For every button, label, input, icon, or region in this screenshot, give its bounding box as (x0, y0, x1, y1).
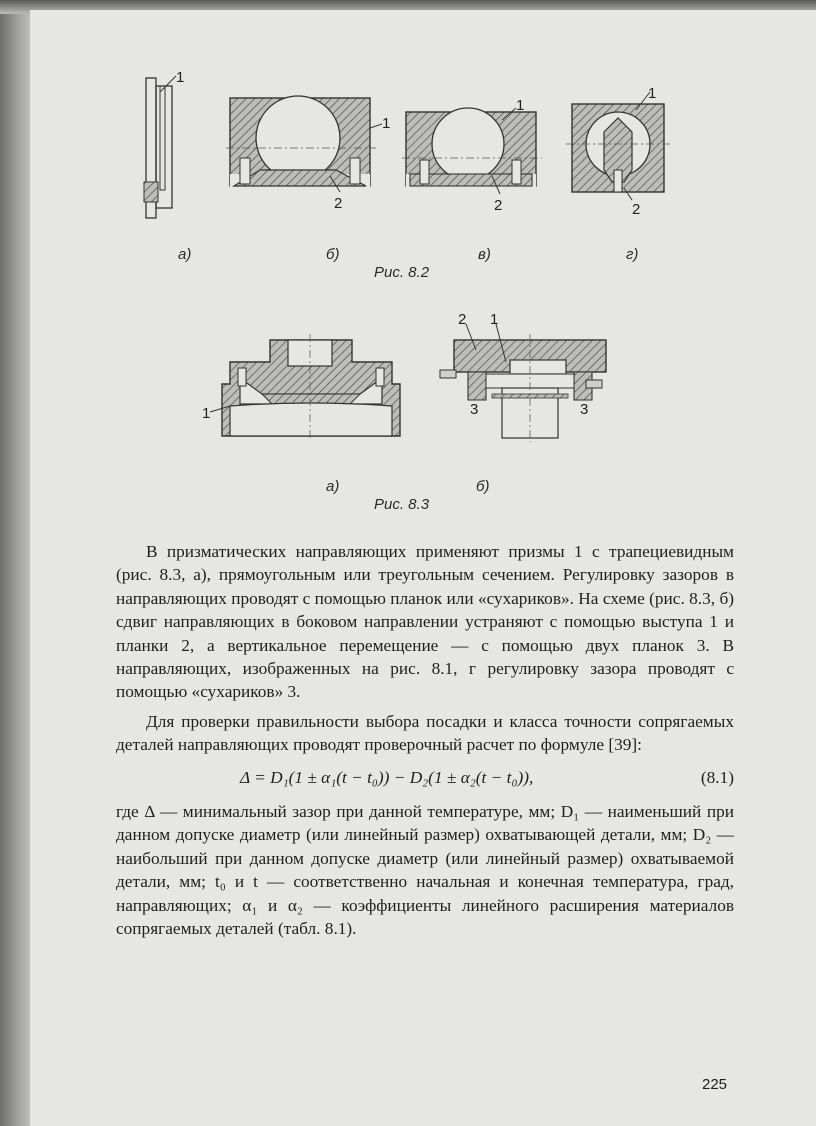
fig-8-2-v-drawing (402, 97, 542, 214)
fig-8-2-g-drawing (566, 85, 670, 218)
paragraph-1: В призматических направляющих применяют призмы 1 с трапециевидным (рис. 8.3, а), прямоугольным или треугольным сечением. Регулировку зазоров в направляющих проводят с помощью планок или «сухариков». На схеме (рис. 8.3, б) сдвиг направляющих в боковом направлении устраняют с помощью выступа 1 и планки 2, а вертикальное перемещение — с помощью двух планок 3. В направляющих, изображенных на рис. 8.1, г регулировку зазора проводят с помощью «сухариков» 3. (116, 542, 734, 702)
formula-expression: Δ = D₁(1 ± α₁(t − t₀)) − D₂(1 ± α₂(t − t₀)), (240, 768, 534, 787)
fig-8-3-b-label-3-left: 3 (470, 401, 479, 418)
fig-8-2-b-label-1: 1 (382, 115, 391, 132)
fig-8-3-caption: Рис. 8.3 (374, 496, 430, 513)
fig-8-2-v-label-2: 2 (494, 197, 503, 214)
fig-8-2-b-drawing (226, 96, 390, 212)
fig-8-3-a-drawing (202, 334, 400, 440)
formula-8-1 (116, 768, 734, 792)
book-spine-shadow (0, 0, 34, 1126)
fig-8-2-a-drawing (144, 70, 184, 218)
fig-8-3-b-label-2: 2 (458, 311, 467, 328)
body-text (116, 540, 734, 757)
fig-8-3-sublabel-b: б) (476, 478, 490, 495)
fig-8-2-caption: Рис. 8.2 (374, 264, 430, 281)
page-number: 225 (702, 1076, 728, 1093)
paragraph-3: где Δ — минимальный зазор при данной температуре, мм; D₁ — наименьший при данном допуске диаметр (или линейный размер) охватывающей детали, мм; D₂ — наибольший при данном допуске диаметр (или линейный размер) охватываемой детали, мм; t₀ и t — соответственно начальная и конечная температура, град, направляющих; α₁ и α₂ — коэффициенты линейного расширения материалов сопрягаемых деталей (табл. 8.1). (116, 802, 734, 939)
fig-8-3-a-label-1: 1 (202, 405, 211, 422)
fig-8-3-b-label-3-right: 3 (580, 401, 589, 418)
figure-8-3 (200, 308, 620, 448)
fig-8-3-b-label-1: 1 (490, 311, 499, 328)
figure-8-2 (130, 70, 690, 220)
fig-8-3-sublabel-a: а) (326, 478, 340, 495)
fig-8-2-g-label-1: 1 (648, 85, 657, 102)
fig-8-2-v-label-1: 1 (516, 97, 525, 114)
formula-number: (8.1) (700, 768, 734, 787)
fig-8-2-g-label-2: 2 (632, 201, 641, 218)
fig-8-2-sublabel-v: в) (478, 246, 491, 263)
fig-8-2-b-label-2: 2 (334, 195, 343, 212)
fig-8-2-sublabel-b: б) (326, 246, 340, 263)
fig-8-2-sublabel-g: г) (626, 246, 639, 263)
fig-8-2-sublabel-a: а) (178, 246, 192, 263)
fig-8-2-a-label-1: 1 (176, 70, 185, 86)
formula-explanation (116, 800, 734, 940)
paragraph-2: Для проверки правильности выбора посадки и класса точности сопрягаемых деталей направляющих проводят проверочный расчет по формуле [39]: (116, 711, 734, 755)
fig-8-3-b-drawing (440, 311, 606, 442)
